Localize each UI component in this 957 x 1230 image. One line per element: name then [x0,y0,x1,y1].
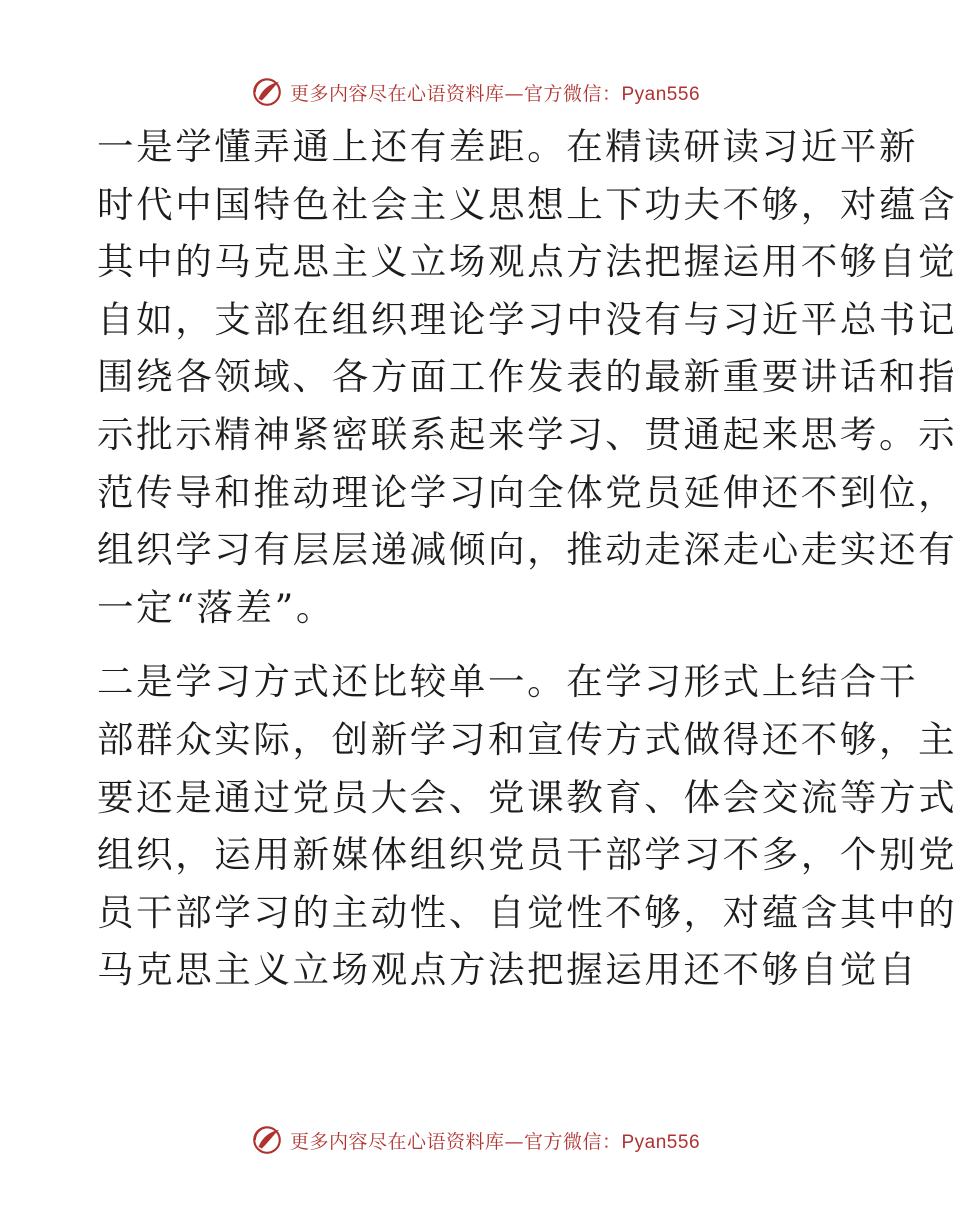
paragraph-2-line: 马克思主义立场观点方法把握运用还不够自觉自 [97,948,919,992]
paragraph-2 [97,653,957,999]
paragraph-1-line: 其中的马克思主义立场观点方法把握运用不够自觉 [97,240,957,284]
footer-banner-slogan: 更多内容尽在心语资料库 [289,1130,505,1153]
paragraph-2-line: 二是学习方式还比较单一。在学习形式上结合干 [97,660,919,704]
paragraph-1-line: 范传导和推动理论学习向全体党员延伸还不到位， [97,470,957,514]
paragraph-1-line: 时代中国特色社会主义思想上下功夫不够，对蕴含 [97,182,957,226]
header-banner-separator: — [504,82,524,105]
paragraph-1-line: 一定“落差”。 [97,585,336,629]
header-banner-contact-id: Pyan556 [621,83,701,105]
paragraph-1-line: 示批示精神紧密联系起来学习、贯通起来思考。示 [97,412,957,456]
paragraph-1 [97,118,957,636]
header-banner-contact-label: 官方微信： [523,82,622,105]
header-banner-text [290,79,700,106]
paragraph-2-line: 部群众实际，创新学习和宣传方式做得还不够，主 [97,717,957,761]
footer-banner-contact-id: Pyan556 [621,1131,701,1153]
footer-banner-separator: — [504,1130,524,1153]
header-banner-slogan: 更多内容尽在心语资料库 [289,82,505,105]
paragraph-2-line: 要还是通过党员大会、党课教育、体会交流等方式 [97,775,957,819]
header-banner [0,70,950,114]
brand-logo-icon [250,75,284,109]
brand-logo-icon [250,1123,284,1157]
paragraph-1-line: 围绕各领域、各方面工作发表的最新重要讲话和指 [97,355,957,399]
footer-banner [0,1118,950,1162]
paragraph-1-line: 自如，支部在组织理论学习中没有与习近平总书记 [97,297,957,341]
paragraph-2-line: 员干部学习的主动性、自觉性不够，对蕴含其中的 [97,890,957,934]
document-body [97,118,957,999]
paragraph-2-line: 组织，运用新媒体组织党员干部学习不多，个别党 [97,833,957,877]
paragraph-1-line: 组织学习有层层递减倾向，推动走深走心走实还有 [97,528,957,572]
footer-banner-contact-label: 官方微信： [523,1130,622,1153]
paragraph-1-line: 一是学懂弄通上还有差距。在精读研读习近平新 [97,125,919,168]
footer-banner-text [290,1127,700,1154]
